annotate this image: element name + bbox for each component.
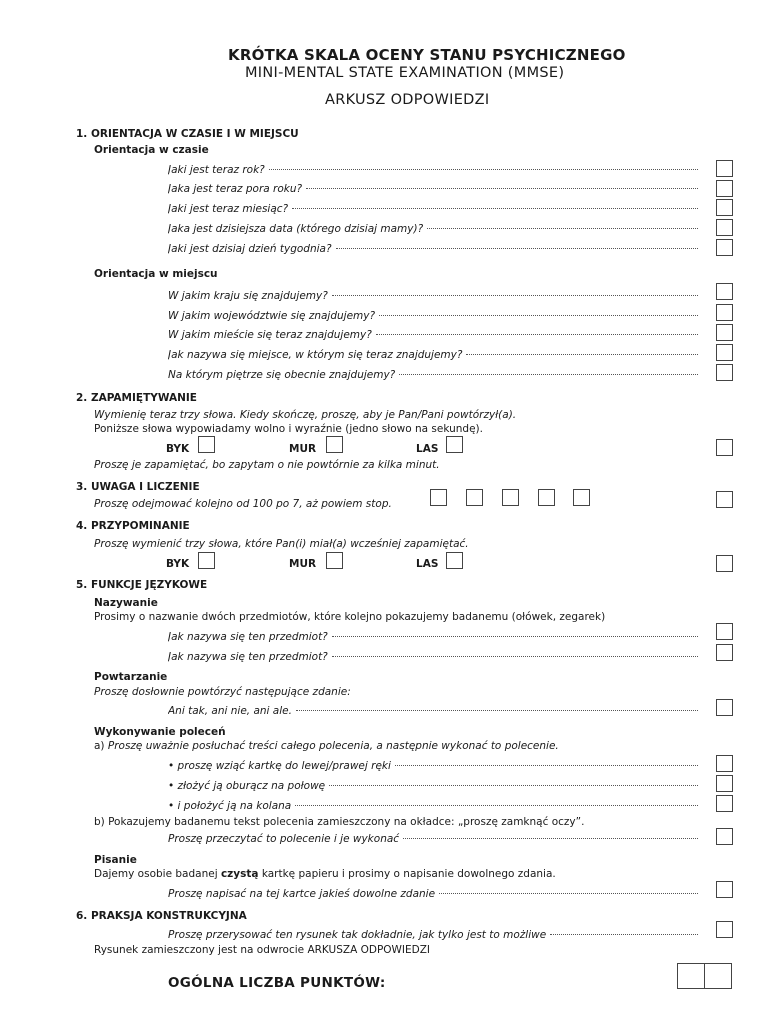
form-subtitle: MINI-MENTAL STATE EXAMINATION (MMSE) <box>245 65 565 81</box>
score-box-year[interactable] <box>716 160 733 177</box>
serial-box-1[interactable] <box>430 489 447 506</box>
recall-byk-label: BYK <box>166 558 190 570</box>
commands-b: b) Pokazujemy badanemu tekst polecenia zamieszczony na okładce: „proszę zamknąć oczy”. <box>94 816 585 828</box>
score-box-registration[interactable] <box>716 439 733 456</box>
sheet-title: ARKUSZ ODPOWIEDZI <box>325 92 490 108</box>
commands-label: Wykonywanie poleceń <box>94 726 226 738</box>
word-mur-box[interactable] <box>326 436 343 453</box>
question-country: W jakim kraju się znajdujemy? <box>168 290 698 302</box>
question-floor: Na którym piętrze się obecnie znajdujemy? <box>168 369 698 381</box>
score-box-month[interactable] <box>716 199 733 216</box>
total-score-box-tens[interactable] <box>677 963 705 989</box>
question-copy-drawing: Proszę przerysować ten rysunek tak dokładnie, jak tylko jest to możliwe <box>168 929 698 941</box>
recall-mur-label: MUR <box>289 558 317 570</box>
drawing-note: Rysunek zamieszczony jest na odwrocie ARKUSZA ODPOWIEDZI <box>94 944 431 956</box>
registration-note: Poniższe słowa wypowiadamy wolno i wyraźnie (jedno słowo na sekundę). <box>94 423 483 435</box>
score-box-attention[interactable] <box>716 491 733 508</box>
question-repetition: Ani tak, ani nie, ani ale. <box>168 705 698 717</box>
question-weekday: Jaki jest dzisiaj dzień tygodnia? <box>168 243 698 255</box>
score-box-object-1[interactable] <box>716 623 733 640</box>
serial-sevens-instruction: Proszę odejmować kolejno od 100 po 7, aż powiem stop. <box>94 498 392 510</box>
question-object-1: Jak nazywa się ten przedmiot? <box>168 631 698 643</box>
question-object-2: Jak nazywa się ten przedmiot? <box>168 651 698 663</box>
section-3-title: 3. UWAGA I LICZENIE <box>76 481 200 493</box>
registration-instruction: Wymienię teraz trzy słowa. Kiedy skończę, proszę, aby je Pan/Pani powtórzył(a). <box>94 409 517 421</box>
score-box-repetition[interactable] <box>716 699 733 716</box>
command-step-1: • proszę wziąć kartkę do lewej/prawej ręki <box>168 760 698 772</box>
word-byk-box[interactable] <box>198 436 215 453</box>
word-byk-label: BYK <box>166 443 190 455</box>
serial-box-5[interactable] <box>573 489 590 506</box>
score-box-read-command[interactable] <box>716 828 733 845</box>
question-place: Jak nazywa się miejsce, w którym się teraz znajdujemy? <box>168 349 698 361</box>
recall-byk-box[interactable] <box>198 552 215 569</box>
command-step-3: • i położyć ją na kolana <box>168 800 698 812</box>
section-5-title: 5. FUNKCJE JĘZYKOWE <box>76 579 208 591</box>
question-year: Jaki jest teraz rok? <box>168 164 698 176</box>
serial-box-3[interactable] <box>502 489 519 506</box>
question-voivodeship: W jakim województwie się znajdujemy? <box>168 310 698 322</box>
score-box-place[interactable] <box>716 344 733 361</box>
question-date: Jaka jest dzisiejsza data (którego dzisiaj mamy)? <box>168 223 698 235</box>
score-box-step-1[interactable] <box>716 755 733 772</box>
section-6-title: 6. PRAKSJA KONSTRUKCYJNA <box>76 910 247 922</box>
recall-mur-box[interactable] <box>326 552 343 569</box>
score-box-recall[interactable] <box>716 555 733 572</box>
serial-box-2[interactable] <box>466 489 483 506</box>
score-box-season[interactable] <box>716 180 733 197</box>
registration-after: Proszę je zapamiętać, bo zapytam o nie powtórnie za kilka minut. <box>94 459 440 471</box>
question-writing: Proszę napisać na tej kartce jakieś dowolne zdanie <box>168 888 698 900</box>
word-mur-label: MUR <box>289 443 317 455</box>
repetition-label: Powtarzanie <box>94 671 168 683</box>
question-read-command: Proszę przeczytać to polecenie i je wykonać <box>168 833 698 845</box>
commands-a: a) Proszę uważnie posłuchać treści całego polecenia, a następnie wykonać to polecenie. <box>94 740 559 752</box>
score-box-weekday[interactable] <box>716 239 733 256</box>
serial-box-4[interactable] <box>538 489 555 506</box>
score-box-object-2[interactable] <box>716 644 733 661</box>
score-box-city[interactable] <box>716 324 733 341</box>
writing-label: Pisanie <box>94 854 137 866</box>
orientation-time-label: Orientacja w czasie <box>94 144 209 156</box>
form-title: KRÓTKA SKALA OCENY STANU PSYCHICZNEGO <box>228 46 626 64</box>
word-las-box[interactable] <box>446 436 463 453</box>
naming-note: Prosimy o nazwanie dwóch przedmiotów, które kolejno pokazujemy badanemu (ołówek, zegarek) <box>94 611 606 623</box>
score-box-step-2[interactable] <box>716 775 733 792</box>
score-box-copy-drawing[interactable] <box>716 921 733 938</box>
section-1-title: 1. ORIENTACJA W CZASIE I W MIEJSCU <box>76 128 299 140</box>
repetition-instruction: Proszę dosłownie powtórzyć następujące zdanie: <box>94 686 351 698</box>
recall-instruction: Proszę wymienić trzy słowa, które Pan(i) miał(a) wcześniej zapamiętać. <box>94 538 469 550</box>
section-4-title: 4. PRZYPOMINANIE <box>76 520 190 532</box>
naming-label: Nazywanie <box>94 597 158 609</box>
section-2-title: 2. ZAPAMIĘTYWANIE <box>76 392 197 404</box>
score-box-floor[interactable] <box>716 364 733 381</box>
question-city: W jakim mieście się teraz znajdujemy? <box>168 329 698 341</box>
recall-las-box[interactable] <box>446 552 463 569</box>
word-las-label: LAS <box>416 443 439 455</box>
score-box-step-3[interactable] <box>716 795 733 812</box>
total-score-box-units[interactable] <box>704 963 732 989</box>
command-step-2: • złożyć ją oburącz na połowę <box>168 780 698 792</box>
score-box-date[interactable] <box>716 219 733 236</box>
writing-note: Dajemy osobie badanej czystą kartkę papieru i prosimy o napisanie dowolnego zdania. <box>94 868 556 880</box>
recall-las-label: LAS <box>416 558 439 570</box>
score-box-voivodeship[interactable] <box>716 304 733 321</box>
question-season: Jaka jest teraz pora roku? <box>168 183 698 195</box>
score-box-country[interactable] <box>716 283 733 300</box>
orientation-place-label: Orientacja w miejscu <box>94 268 218 280</box>
total-label: OGÓLNA LICZBA PUNKTÓW: <box>168 975 386 991</box>
score-box-writing[interactable] <box>716 881 733 898</box>
question-month: Jaki jest teraz miesiąc? <box>168 203 698 215</box>
